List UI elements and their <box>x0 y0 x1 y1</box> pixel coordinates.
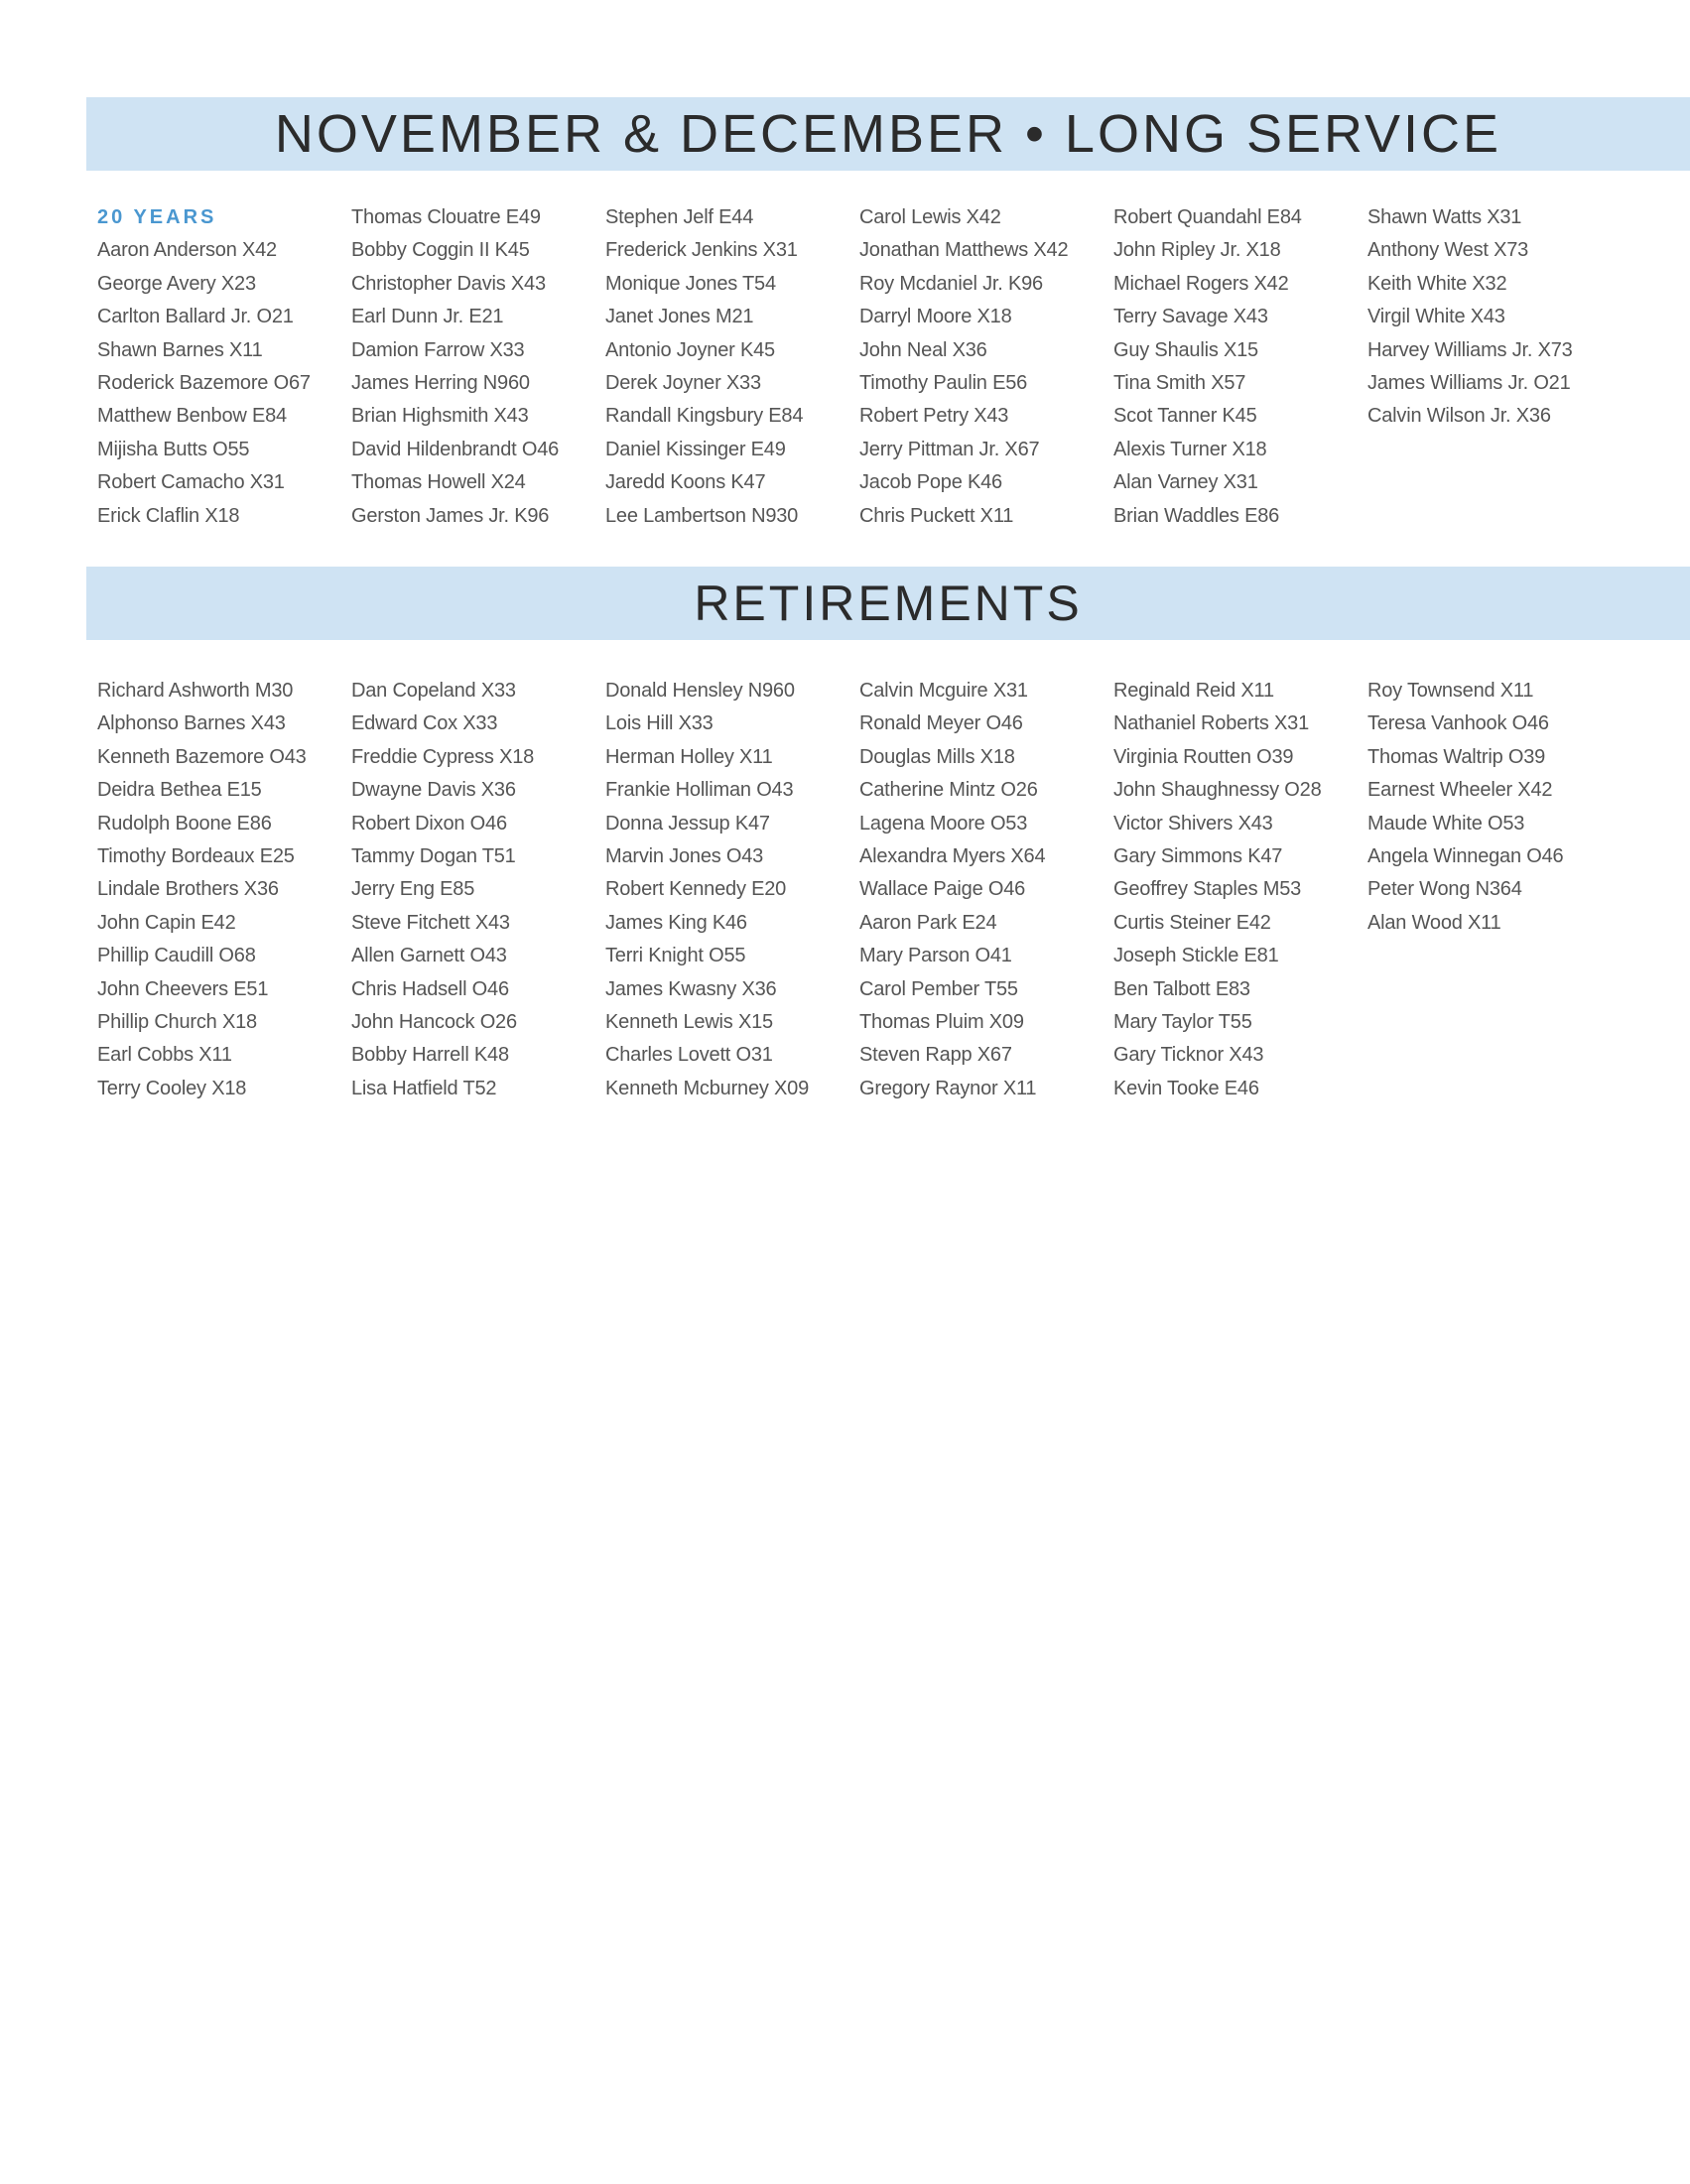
list-item: John Capin E42 <box>97 911 236 934</box>
retirements-title: RETIREMENTS <box>694 576 1083 631</box>
list-item: Geoffrey Staples M53 <box>1113 878 1302 901</box>
list-item: Virgil White X43 <box>1367 306 1505 328</box>
list-item: Donald Hensley N960 <box>605 680 795 702</box>
list-item: Kenneth Bazemore O43 <box>97 745 307 768</box>
long-service-header <box>86 97 1690 171</box>
list-item: Alphonso Barnes X43 <box>97 712 286 735</box>
list-item: Thomas Howell X24 <box>351 471 526 494</box>
list-item: Carol Lewis X42 <box>859 206 1001 228</box>
list-item: Alan Wood X11 <box>1367 911 1501 934</box>
list-item: Peter Wong N364 <box>1367 878 1522 901</box>
list-item: Gerston James Jr. K96 <box>351 504 550 527</box>
list-item: Lagena Moore O53 <box>859 812 1028 835</box>
list-item: Mary Parson O41 <box>859 945 1012 967</box>
list-item: Alexis Turner X18 <box>1113 438 1267 460</box>
list-item: Angela Winnegan O46 <box>1367 844 1564 867</box>
list-item: Richard Ashworth M30 <box>97 680 294 702</box>
list-item: Terry Savage X43 <box>1113 306 1268 328</box>
list-item: Christopher Davis X43 <box>351 272 546 295</box>
list-item: Roy Mcdaniel Jr. K96 <box>859 272 1043 295</box>
list-item: James Kwasny X36 <box>605 977 777 1000</box>
retirements-column <box>1113 675 1362 1105</box>
list-item: Victor Shivers X43 <box>1113 812 1273 835</box>
list-item: Gary Ticknor X43 <box>1113 1044 1264 1067</box>
retirements-column <box>859 675 1107 1105</box>
list-item: James Herring N960 <box>351 371 530 394</box>
list-item: John Ripley Jr. X18 <box>1113 239 1281 262</box>
list-item: Jerry Eng E85 <box>351 878 475 901</box>
list-item: Wallace Paige O46 <box>859 878 1026 901</box>
long-service-column <box>97 201 345 533</box>
list-item: George Avery X23 <box>97 272 256 295</box>
list-item: Earnest Wheeler X42 <box>1367 779 1553 802</box>
list-item: Douglas Mills X18 <box>859 745 1015 768</box>
long-service-column <box>1367 201 1616 434</box>
list-item: Herman Holley X11 <box>605 745 773 768</box>
long-service-list <box>97 201 1685 757</box>
list-item: Phillip Caudill O68 <box>97 945 256 967</box>
list-item: Earl Dunn Jr. E21 <box>351 306 504 328</box>
list-item: Marvin Jones O43 <box>605 844 764 867</box>
list-item: Dwayne Davis X36 <box>351 779 516 802</box>
list-item: Phillip Church X18 <box>97 1010 257 1033</box>
list-item: Chris Puckett X11 <box>859 504 1014 527</box>
list-item: Teresa Vanhook O46 <box>1367 712 1549 735</box>
list-item: Derek Joyner X33 <box>605 371 761 394</box>
retirements-header <box>86 567 1690 640</box>
list-item: Carol Pember T55 <box>859 977 1018 1000</box>
list-item: Randall Kingsbury E84 <box>605 405 804 428</box>
list-item: Maude White O53 <box>1367 812 1525 835</box>
list-item: Tammy Dogan T51 <box>351 844 516 867</box>
list-item: Roy Townsend X11 <box>1367 680 1534 702</box>
list-item: Robert Camacho X31 <box>97 471 285 494</box>
list-item: Robert Kennedy E20 <box>605 878 787 901</box>
list-item: Thomas Pluim X09 <box>859 1010 1024 1033</box>
list-item: Virginia Routten O39 <box>1113 745 1294 768</box>
list-item: Alexandra Myers X64 <box>859 844 1046 867</box>
list-item: Joseph Stickle E81 <box>1113 945 1279 967</box>
list-item: Michael Rogers X42 <box>1113 272 1289 295</box>
list-item: Steven Rapp X67 <box>859 1044 1012 1067</box>
list-item: Keith White X32 <box>1367 272 1507 295</box>
list-item: Brian Waddles E86 <box>1113 504 1280 527</box>
list-item: Daniel Kissinger E49 <box>605 438 786 460</box>
list-item: Frankie Holliman O43 <box>605 779 794 802</box>
list-item: Gregory Raynor X11 <box>859 1077 1037 1099</box>
list-item: Jonathan Matthews X42 <box>859 239 1069 262</box>
list-item: Rudolph Boone E86 <box>97 812 272 835</box>
list-item: Roderick Bazemore O67 <box>97 371 311 394</box>
list-item: James King K46 <box>605 911 747 934</box>
list-item: Aaron Anderson X42 <box>97 239 277 262</box>
list-item: Lisa Hatfield T52 <box>351 1077 497 1099</box>
list-item: Janet Jones M21 <box>605 306 754 328</box>
list-item: Erick Claflin X18 <box>97 504 240 527</box>
list-item: Scot Tanner K45 <box>1113 405 1257 428</box>
list-item: Kevin Tooke E46 <box>1113 1077 1259 1099</box>
list-item: Nathaniel Roberts X31 <box>1113 712 1310 735</box>
list-item: Antonio Joyner K45 <box>605 338 775 361</box>
list-item: Terri Knight O55 <box>605 945 746 967</box>
list-item: Guy Shaulis X15 <box>1113 338 1258 361</box>
list-item: Brian Highsmith X43 <box>351 405 529 428</box>
list-item: Aaron Park E24 <box>859 911 997 934</box>
list-item: Thomas Clouatre E49 <box>351 206 541 228</box>
list-item: Robert Quandahl E84 <box>1113 206 1302 228</box>
list-item: Frederick Jenkins X31 <box>605 239 798 262</box>
list-item: Alan Varney X31 <box>1113 471 1258 494</box>
list-item: Darryl Moore X18 <box>859 306 1012 328</box>
list-item: Lee Lambertson N930 <box>605 504 799 527</box>
list-item: Shawn Barnes X11 <box>97 338 263 361</box>
retirements-column <box>351 675 599 1105</box>
long-service-column <box>605 201 853 533</box>
list-item: Charles Lovett O31 <box>605 1044 773 1067</box>
long-service-title: NOVEMBER & DECEMBER • LONG SERVICE <box>274 104 1502 164</box>
list-item: Deidra Bethea E15 <box>97 779 262 802</box>
list-item: Jaredd Koons K47 <box>605 471 766 494</box>
list-item: Terry Cooley X18 <box>97 1077 247 1099</box>
list-item: Bobby Harrell K48 <box>351 1044 509 1067</box>
retirements-column <box>605 675 853 1105</box>
list-item: John Cheevers E51 <box>97 977 269 1000</box>
list-item: Tina Smith X57 <box>1113 371 1246 394</box>
list-item: Damion Farrow X33 <box>351 338 525 361</box>
list-item: Robert Dixon O46 <box>351 812 507 835</box>
list-item: Calvin Mcguire X31 <box>859 680 1028 702</box>
list-item: Harvey Williams Jr. X73 <box>1367 338 1573 361</box>
list-item: Shawn Watts X31 <box>1367 206 1522 228</box>
list-item: Allen Garnett O43 <box>351 945 507 967</box>
list-item: Dan Copeland X33 <box>351 680 516 702</box>
list-item: Chris Hadsell O46 <box>351 977 509 1000</box>
list-item: Kenneth Lewis X15 <box>605 1010 773 1033</box>
list-item: Thomas Waltrip O39 <box>1367 745 1546 768</box>
long-service-column <box>351 201 599 533</box>
list-item: Anthony West X73 <box>1367 239 1529 262</box>
retirements-column <box>97 675 345 1105</box>
list-item: Bobby Coggin II K45 <box>351 239 530 262</box>
list-item: Lindale Brothers X36 <box>97 878 279 901</box>
list-item: Jerry Pittman Jr. X67 <box>859 438 1040 460</box>
list-item: Lois Hill X33 <box>605 712 714 735</box>
list-item: Timothy Bordeaux E25 <box>97 844 295 867</box>
list-item: Donna Jessup K47 <box>605 812 770 835</box>
list-item: David Hildenbrandt O46 <box>351 438 560 460</box>
list-item: James Williams Jr. O21 <box>1367 371 1571 394</box>
list-item: Matthew Benbow E84 <box>97 405 287 428</box>
list-item: John Shaughnessy O28 <box>1113 779 1322 802</box>
list-item: Calvin Wilson Jr. X36 <box>1367 405 1551 428</box>
retirements-list <box>97 675 1685 1230</box>
list-item: John Hancock O26 <box>351 1010 517 1033</box>
list-item: Monique Jones T54 <box>605 272 776 295</box>
years-subheading: 20 YEARS <box>97 206 217 228</box>
list-item: Gary Simmons K47 <box>1113 844 1283 867</box>
list-item: Reginald Reid X11 <box>1113 680 1274 702</box>
list-item: Ronald Meyer O46 <box>859 712 1023 735</box>
list-item: Ben Talbott E83 <box>1113 977 1250 1000</box>
list-item: Curtis Steiner E42 <box>1113 911 1271 934</box>
list-item: Robert Petry X43 <box>859 405 1009 428</box>
list-item: Carlton Ballard Jr. O21 <box>97 306 294 328</box>
list-item: Freddie Cypress X18 <box>351 745 535 768</box>
list-item: Timothy Paulin E56 <box>859 371 1028 394</box>
list-item: Kenneth Mcburney X09 <box>605 1077 810 1099</box>
retirements-column <box>1367 675 1616 940</box>
list-item: Mijisha Butts O55 <box>97 438 250 460</box>
list-item: John Neal X36 <box>859 338 987 361</box>
list-item: Jacob Pope K46 <box>859 471 1002 494</box>
long-service-column <box>1113 201 1362 533</box>
list-item: Earl Cobbs X11 <box>97 1044 232 1067</box>
list-item: Edward Cox X33 <box>351 712 498 735</box>
list-item: Mary Taylor T55 <box>1113 1010 1252 1033</box>
long-service-column <box>859 201 1107 533</box>
list-item: Stephen Jelf E44 <box>605 206 754 228</box>
list-item: Steve Fitchett X43 <box>351 911 510 934</box>
list-item: Catherine Mintz O26 <box>859 779 1038 802</box>
